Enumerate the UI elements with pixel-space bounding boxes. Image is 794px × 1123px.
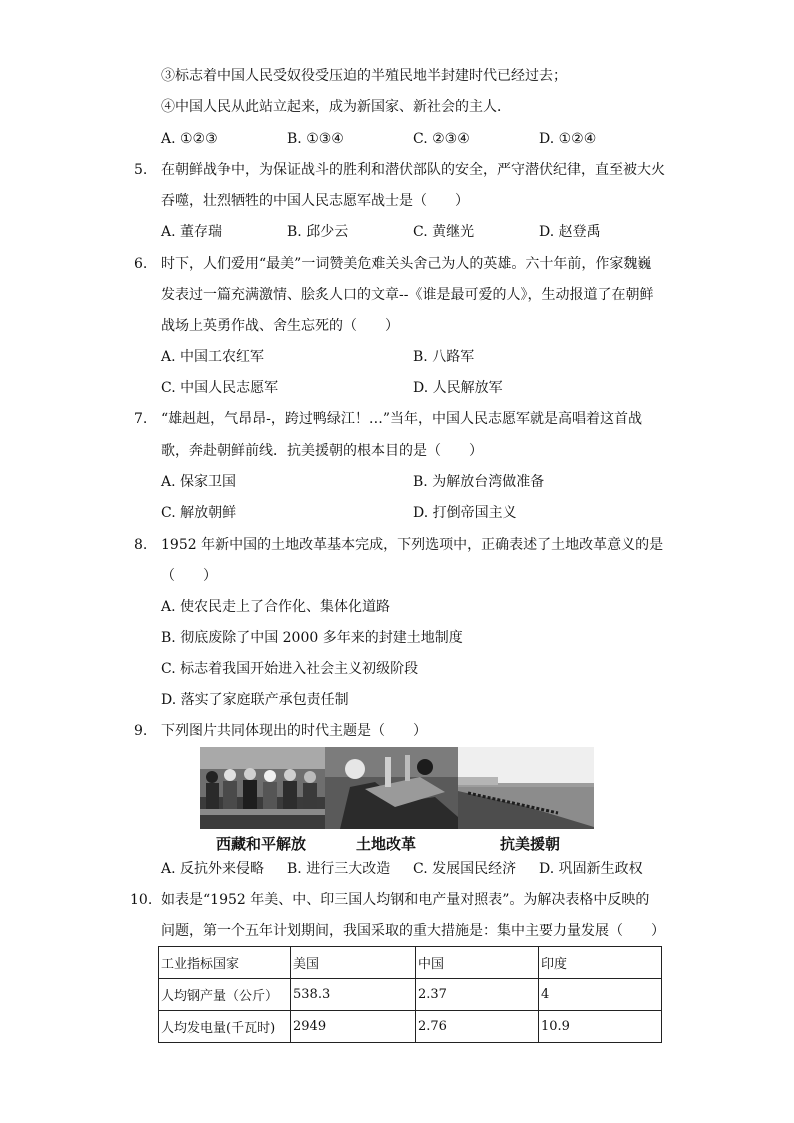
- q8-option-d: D. 落实了家庭联产承包责任制: [161, 692, 349, 708]
- q9-number: 9.: [134, 723, 148, 739]
- tibet-liberation-photo: [200, 747, 325, 829]
- q5-option-d: D. 赵登禹: [539, 224, 601, 240]
- q7-option-a: A. 保家卫国: [161, 474, 237, 490]
- q8-option-c: C. 标志着我国开始进入社会主义初级阶段: [161, 661, 419, 677]
- q6-stem-line3: 战场上英勇作战、舍生忘死的（ ）: [161, 318, 399, 334]
- table-cell: 2.37: [416, 979, 539, 1011]
- q7-number: 7.: [134, 411, 148, 427]
- item-4: ④中国人民从此站立起来，成为新国家、新社会的主人．: [161, 99, 511, 115]
- q8-stem-line1: 1952 年新中国的土地改革基本完成，下列选项中，正确表述了土地改革意义的是: [161, 537, 664, 553]
- q7-option-d: D. 打倒帝国主义: [413, 505, 517, 521]
- q8-option-b: B. 彻底废除了中国 2000 多年来的封建土地制度: [161, 630, 463, 646]
- q4-option-c: C. ②③④: [413, 131, 470, 147]
- table-row: [159, 979, 662, 1011]
- table-cell: 2.76: [416, 1011, 539, 1043]
- table-header-row: [159, 947, 662, 979]
- q9-stem-line1: 下列图片共同体现出的时代主题是（ ）: [161, 723, 427, 739]
- table-cell: 538.3: [291, 979, 416, 1011]
- table-row: [159, 1011, 662, 1043]
- q6-option-a: A. 中国工农红军: [161, 349, 265, 365]
- q7-stem-line2: 歌，奔赴朝鲜前线．抗美援朝的根本目的是（ ）: [161, 443, 483, 459]
- q9-photo-strip: [200, 747, 594, 829]
- q9-caption-land-reform: 土地改革: [356, 835, 417, 853]
- resist-us-aid-korea-photo: [458, 747, 594, 829]
- q4-option-b: B. ①③④: [287, 131, 344, 147]
- q10-stem-line2: 问题，第一个五年计划期间，我国采取的重大措施是：集中主要力量发展（ ）: [161, 923, 665, 939]
- q5-option-a: A. 董存瑞: [161, 224, 223, 240]
- table-header-cell: 工业指标国家: [159, 947, 291, 979]
- q5-stem-line1: 在朝鲜战争中，为保证战斗的胜利和潜伏部队的安全，严守潜伏纪律，直至被大火: [161, 162, 665, 178]
- q10-stem-line1: 如表是“1952 年美、中、印三国人均钢和电产量对照表”。为解决表格中反映的: [161, 892, 650, 908]
- table-header-cell: 美国: [291, 947, 416, 979]
- q9-option-b: B. 进行三大改造: [287, 861, 391, 877]
- q5-stem-line2: 吞噬，壮烈牺牲的中国人民志愿军战士是（ ）: [161, 193, 469, 209]
- q7-option-b: B. 为解放台湾做准备: [413, 474, 545, 490]
- table-cell: 人均钢产量（公斤）: [159, 979, 291, 1011]
- q6-number: 6.: [134, 256, 148, 272]
- land-reform-photo: [325, 747, 458, 829]
- table-cell: 10.9: [539, 1011, 662, 1043]
- q6-stem-line2: 发表过一篇充满激情、脍炙人口的文章--《谁是最可爱的人》，生动报道了在朝鲜: [161, 287, 654, 303]
- table-cell: 人均发电量(千瓦时): [159, 1011, 291, 1043]
- steel-electricity-table: [158, 946, 662, 1043]
- q5-number: 5.: [134, 162, 148, 178]
- item-3: ③标志着中国人民受奴役受压迫的半殖民地半封建时代已经过去；: [161, 68, 567, 84]
- q9-caption-korea: 抗美援朝: [500, 835, 561, 853]
- table-cell: 2949: [291, 1011, 416, 1043]
- q9-option-c: C. 发展国民经济: [413, 861, 517, 877]
- q4-option-a: A. ①②③: [161, 131, 218, 147]
- table-header-cell: 中国: [416, 947, 539, 979]
- q8-option-a: A. 使农民走上了合作化、集体化道路: [161, 599, 391, 615]
- q6-option-d: D. 人民解放军: [413, 380, 503, 396]
- q7-option-c: C. 解放朝鲜: [161, 505, 237, 521]
- q8-stem-line2: （ ）: [161, 568, 217, 584]
- q9-option-a: A. 反抗外来侵略: [161, 861, 265, 877]
- table-cell: 4: [539, 979, 662, 1011]
- q9-caption-tibet: 西藏和平解放: [216, 835, 307, 853]
- q6-option-c: C. 中国人民志愿军: [161, 380, 279, 396]
- q9-option-d: D. 巩固新生政权: [539, 861, 643, 877]
- q5-option-b: B. 邱少云: [287, 224, 349, 240]
- q7-stem-line1: “雄赳赳，气昂昂-，跨过鸭绿江！…”当年，中国人民志愿军就是高唱着这首战: [161, 411, 643, 427]
- table-header-cell: 印度: [539, 947, 662, 979]
- q8-number: 8.: [134, 537, 148, 553]
- q5-option-c: C. 黄继光: [413, 224, 475, 240]
- q6-stem-line1: 时下，人们爱用“最美”一词赞美危难关头舍己为人的英雄。六十年前，作家魏巍: [161, 256, 652, 272]
- q4-option-d: D. ①②④: [539, 131, 597, 147]
- q6-option-b: B. 八路军: [413, 349, 475, 365]
- q10-number: 10.: [130, 892, 153, 908]
